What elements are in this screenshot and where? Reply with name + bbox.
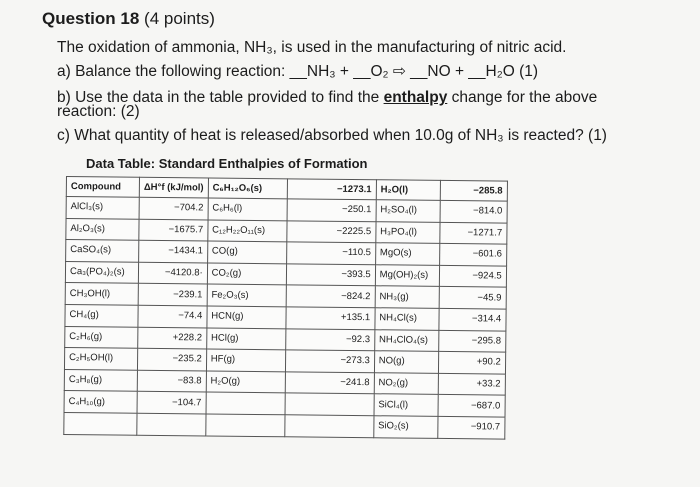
table-cell: −1273.1 [287,179,376,200]
question-number: Question 18 [42,9,140,28]
compound-cell: MgO(s) [375,243,439,265]
compound-cell: CO(g) [207,241,286,263]
compound-cell: Mg(OH)₂(s) [375,265,439,287]
header-cell: ΔH°f (kJ/mol) [139,177,208,198]
enthalpy-value-cell: −104.7 [137,392,206,414]
compound-cell: C₃H₈(g) [64,369,137,391]
enthalpy-value-cell: −239.1 [138,284,207,306]
question-part-b-line2: reaction: (2) [57,103,140,120]
enthalpy-value-cell: −1675.7 [139,219,208,241]
enthalpy-value-cell: −910.7 [437,416,504,438]
question-part-a: a) Balance the following reaction: __NH₃ + __O₂ ⇨ __NO + __H₂O (1) [57,63,539,80]
enthalpy-value-cell: −1434.1 [139,240,208,262]
compound-cell: NO₂(g) [374,372,438,394]
compound-cell: H₃PO₄(l) [376,221,440,243]
enthalpy-value-cell [137,413,206,435]
enthalpy-value-cell: −824.2 [286,285,375,308]
compound-cell: NH₄ClO₄(s) [374,329,438,351]
compound-cell: SiO₂(s) [373,416,437,438]
compound-cell: NH₃(g) [375,286,439,308]
question-intro: The oxidation of ammonia, NH₃, is used in the manufacturing of nitric acid. [57,39,567,56]
enthalpy-value-cell: −74.4 [138,305,207,327]
enthalpy-value-cell: −2225.5 [287,220,376,243]
enthalpy-value-cell: −241.8 [285,372,374,395]
compound-cell: HCl(g) [206,328,285,350]
compound-cell: CO₂(g) [207,263,286,285]
enthalpy-value-cell: +33.2 [438,373,505,395]
enthalpy-value-cell: −45.9 [439,287,506,309]
compound-cell: HCN(g) [207,306,286,328]
compound-cell [206,414,285,436]
enthalpy-value-cell: +90.2 [438,352,505,374]
compound-cell: H₂SO₄(l) [376,200,440,222]
table-cell: H₂O(l) [376,180,440,201]
enthalpy-value-cell: −687.0 [438,395,505,417]
compound-cell: CaSO₄(s) [66,240,139,262]
compound-cell: H₂O(g) [206,371,285,393]
compound-cell: NH₄Cl(s) [375,308,439,330]
enthalpy-value-cell: +135.1 [286,307,375,330]
table-cell: C₆H₁₂O₆(s) [208,178,287,199]
compound-cell: C₂H₆(g) [65,326,138,348]
enthalpy-table [63,176,507,439]
compound-cell: CH₃OH(l) [65,283,138,305]
compound-cell: AlCl₃(s) [66,197,139,219]
compound-cell [64,412,137,434]
header-cell: Compound [66,177,139,198]
enthalpy-value-cell: −273.3 [285,350,374,373]
table-cell: −285.8 [440,180,507,201]
part-b-prefix: b) Use the data in the table provided to find the [57,89,384,106]
compound-cell: Fe₂O₃(s) [207,284,286,306]
enthalpy-value-cell: −295.8 [438,330,505,352]
enthalpy-value-cell: −814.0 [440,200,507,222]
compound-cell: NO(g) [374,351,438,373]
compound-cell [206,392,285,414]
compound-cell: Ca₃(PO₄)₂(s) [65,261,138,283]
enthalpy-value-cell: −4120.8· [138,262,207,284]
compound-cell: HF(g) [206,349,285,371]
enthalpy-value-cell: −1271.7 [440,222,507,244]
question-part-c: c) What quantity of heat is released/absorbed when 10.0g of NH₃ is reacted? (1) [57,127,607,144]
compound-cell: SiCl₄(l) [374,394,438,416]
enthalpy-value-cell: −314.4 [439,308,506,330]
part-b-suffix: change for the above [447,89,598,106]
table-row [64,412,505,438]
enthalpy-value-cell: −235.2 [137,348,206,370]
compound-cell: C₆H₆(l) [208,198,287,220]
enthalpy-value-cell: −250.1 [287,199,376,222]
compound-cell: C₁₂H₂₂O₁₁(s) [208,220,287,242]
question-title [42,9,215,29]
enthalpy-value-cell: −110.5 [286,242,375,265]
enthalpy-value-cell: −924.5 [439,265,506,287]
enthalpy-value-cell: −704.2 [139,197,208,219]
table-title: Data Table: Standard Enthalpies of Formation [86,156,368,171]
enthalpy-value-cell [285,393,374,416]
compound-cell: C₂H₅OH(l) [64,348,137,370]
enthalpy-value-cell: −393.5 [286,264,375,287]
enthalpy-value-cell: −92.3 [285,328,374,351]
compound-cell: Al₂O₃(s) [66,218,139,240]
enthalpy-value-cell: −601.6 [439,244,506,266]
question-points: (4 points) [144,9,215,28]
enthalpy-value-cell: +228.2 [138,327,207,349]
compound-cell: C₄H₁₀(g) [64,391,137,413]
part-b-emphasis: enthalpy [383,89,448,106]
compound-cell: CH₄(g) [65,304,138,326]
enthalpy-value-cell: −83.8 [137,370,206,392]
enthalpy-value-cell [285,415,374,438]
